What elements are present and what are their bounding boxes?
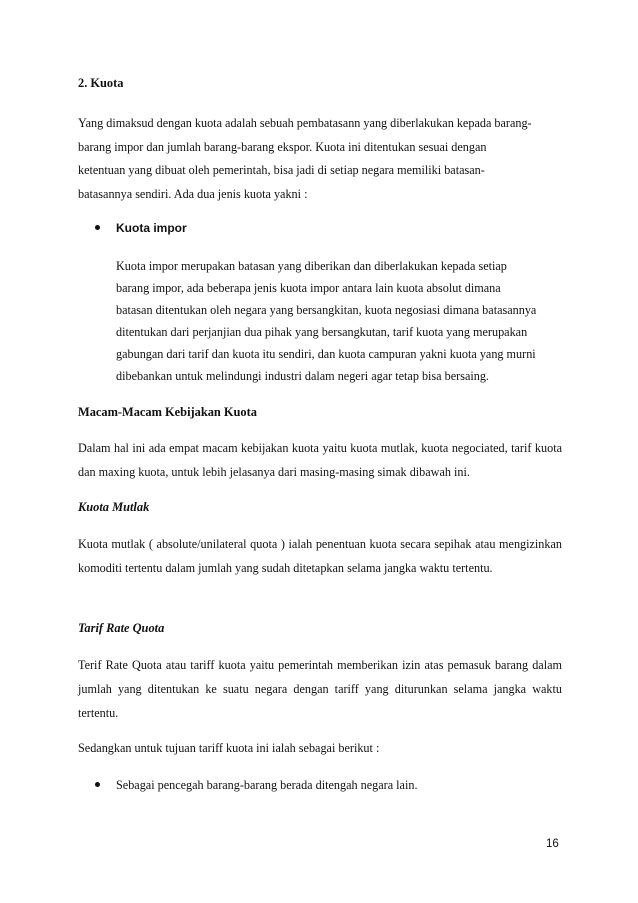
page-number: 16 bbox=[546, 838, 559, 850]
kuota-impor-label: Kuota impor bbox=[116, 221, 187, 235]
bullet-icon bbox=[95, 225, 100, 230]
tujuan-paragraph: Sedangkan untuk tujuan tariff kuota ini ialah sebagai berikut : bbox=[78, 741, 380, 755]
intro-line: barang impor dan jumlah barang-barang ekspor. Kuota ini ditentukan sesuai dengan bbox=[78, 139, 487, 154]
tarif-rate-quota-title: Tarif Rate Quota bbox=[78, 621, 165, 635]
intro-paragraph bbox=[78, 112, 568, 206]
tujuan-bullet-text: Sebagai pencegah barang-barang berada ditengah negara lain. bbox=[116, 778, 418, 792]
macam-paragraph: Dalam hal ini ada empat macam kebijakan kuota yaitu kuota mutlak, kuota negociated, tarif kuota dan maxing kuota, untuk lebih jelasanya dari masing-masing simak dibawah ini. bbox=[78, 441, 562, 479]
kuota-impor-line: dibebankan untuk melindungi industri dalam negeri agar tetap bisa bersaing. bbox=[116, 369, 489, 383]
tarif-rate-quota-paragraph: Terif Rate Quota atau tariff kuota yaitu pemerintah memberikan izin atas pemasuk barang dalam jumlah yang ditentukan ke suatu negara dengan tariff yang diturunkan selama jangka waktu tertentu. bbox=[78, 658, 562, 720]
bullet-icon bbox=[95, 782, 100, 787]
kuota-impor-paragraph bbox=[116, 255, 546, 387]
kuota-impor-line: batasan ditentukan oleh negara yang bersangkitan, kuota negosiasi dimana batasannya bbox=[116, 303, 537, 317]
kuota-impor-line: gabungan dari tarif dan kuota itu sendiri, dan kuota campuran yakni kuota yang murni bbox=[116, 347, 536, 361]
intro-line: Yang dimaksud dengan kuota adalah sebuah pembatasann yang diberlakukan kepada barang- bbox=[78, 116, 532, 130]
kuota-impor-line: Kuota impor merupakan batasan yang diberikan dan diberlakukan kepada setiap bbox=[116, 259, 507, 273]
intro-line: ketentuan yang dibuat oleh pemerintah, bisa jadi di setiap negara memiliki batasan- bbox=[78, 163, 485, 177]
macam-title: Macam-Macam Kebijakan Kuota bbox=[78, 405, 257, 419]
section-title: 2. Kuota bbox=[78, 76, 124, 90]
intro-line: batasannya sendiri. Ada dua jenis kuota yakni : bbox=[78, 186, 308, 201]
kuota-impor-line: ditentukan dari perjanjian dua pihak yang bersangkutan, tarif kuota yang merupakan bbox=[116, 325, 528, 339]
kuota-mutlak-title: Kuota Mutlak bbox=[78, 500, 150, 514]
kuota-impor-line: barang impor, ada beberapa jenis kuota impor antara lain kuota absolut dimana bbox=[116, 281, 501, 295]
kuota-mutlak-paragraph: Kuota mutlak ( absolute/unilateral quota ) ialah penentuan kuota secara sepihak atau mengizinkan komoditi tertentu dalam jumlah yang sudah ditetapkan selama jangka waktu tertentu. bbox=[78, 537, 562, 575]
